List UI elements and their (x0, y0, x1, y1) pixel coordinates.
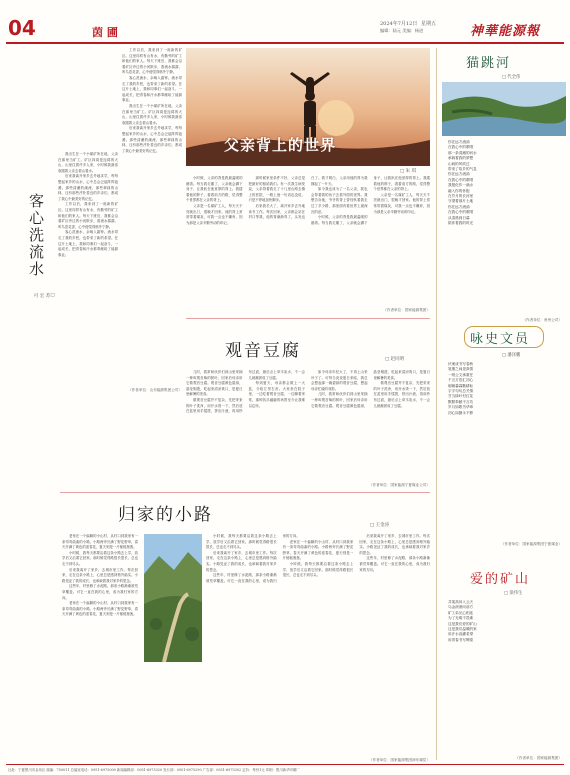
story-4-title: 归家的小路 (118, 505, 213, 525)
poem-line: 用汗水浇灌希望 (448, 632, 474, 637)
poem-line: 融入你的怀抱 (448, 188, 470, 193)
poem-line: 你在远方流淌 (448, 172, 470, 177)
story-3-body (186, 370, 430, 480)
story-4-para: 老家在一个偏僻的小山村，从村口到我家有一条弯弯曲曲的小路。小路两旁长满了野花野草，春天开满了黄色的迎春花，夏天则是一片郁郁葱葱。 (282, 539, 354, 561)
story-2-para: 后来我长大了，离开家乡去外地读书工作。每次回家，父亲都会站在村口等我，他的背渐渐弯了，头发也白了。我才明白，父亲用他的背为我撑起了一片天。 (248, 176, 368, 220)
poem-3-title: 爱的矿山 (470, 572, 531, 587)
poem-line: 带来了故乡的气息 (448, 167, 477, 172)
story-3-para: 儿时，我常和伙伴们到山里采摘一种叫观音柴的树叶，回家后母亲用它做观音豆腐。观音豆腐颜色碧绿，晶莹剔透，吃起来清凉爽口，是夏日里解暑的美食。 (186, 370, 243, 397)
poem-line: 井架高耸入云天 (448, 600, 474, 604)
story-4-para: 老家在一个偏僻的小山村，从村口到我家有一条弯弯曲曲的小路。小路两旁长满了野花野草，春天开满了黄色的迎春花，夏天则是一片郁郁葱葱。 (62, 601, 138, 617)
story-4-body-right (206, 534, 430, 754)
poem-2-title: 咏史文员 (470, 332, 531, 347)
sidebar-poem-2 (442, 326, 566, 576)
story-3-para: 儿时，我常和伙伴们到山里采摘一种叫观音柴的树叶，回家后母亲用它做观音豆腐。观音豆腐颜色碧绿，晶莹剔透，吃起来清凉爽口，是夏日里解暑的美食。 (311, 370, 430, 408)
story-4-para: 这些年，村里修了水泥路，那条小路渐渐被荒草覆盖。可它一直在我的心里，成为我归家的方向。 (359, 556, 430, 572)
poem-line: 陪伴着我的时光 (448, 221, 474, 226)
story-2-author: □ 朱 琪 (400, 169, 417, 174)
story-2-para: 如今我也成为了一名父亲，我也会背着我的孩子去看外面的世界。我想告诉他，爷爷的背上曾经驮着我走过了多少路，那里面有着世界上最深沉的爱。 (311, 187, 368, 214)
poem-3-lines (448, 600, 562, 643)
poem-line: 承载着我的梦想 (448, 156, 474, 161)
sidebar-poem-3 (442, 566, 566, 766)
poem-line: 从清晨到日暮 (448, 215, 470, 220)
story-3-author: □ 赵同明 (385, 357, 405, 362)
story-1-para: 后来我离开家乡去外地求学，每每想起家乡的山水，心中总会泛起阵阵涟漪。那些清澈的溪流，那些翠绿的山林，还有那些淳朴善良的乡亲们，都成了我心中最美好的记忆。 (58, 174, 118, 201)
issue-date: 2024年7月12日 (380, 21, 418, 27)
story-4-para: 后来我离开了家乡，去城市里工作。每次回家，走在这条小路上，心里总是感到格外踏实。小路见证了我的成长，也承载着我对家乡的思念。 (62, 567, 138, 583)
masthead-logo: 神華能源報 (470, 24, 541, 39)
river-landscape-image (442, 82, 566, 136)
poem-1-author: □ 代全伟 (502, 75, 521, 80)
divider-1 (186, 318, 430, 319)
footer-rule (6, 764, 564, 765)
poem-2-lines (448, 362, 562, 416)
poem-line: 千言万语汇初心 (448, 378, 474, 383)
poem-line: 守望着那片土地 (448, 199, 474, 204)
story-1-author: □ 苏宏可 (33, 293, 55, 300)
poem-line: 你在远方流淌 (448, 140, 470, 144)
story-1-source: （作者单位：山东能源集团公司） (128, 388, 182, 392)
poem-line: 在我心中的歌唱 (448, 177, 474, 182)
divider-2 (60, 492, 430, 493)
story-4-author: □ 王金涛 (370, 523, 390, 528)
story-1-para: 工作以后，我来到了一座新的矿区。这里同样有山有水，有勤劳的矿工和他们的家人。每天下班后，我都会沿着矿区旁边的小河散步，看流水潺潺，听鸟语花香，心中便觉得格外宁静。 (58, 202, 118, 229)
story-4-para: 小时候，我每天都要沿着这条小路去上学，放学后又沿着它回家。那时候觉得路很长很长，总也走不到尽头。 (62, 550, 138, 566)
story-2-para: 小时候，父亲的背是我最温暖的港湾。每当我走累了，父亲就会蹲下身子，让我趴在他宽厚的背上。我搂着他的脖子，看着前方的路，觉得整个世界都在父亲的背上。 (311, 176, 430, 225)
poem-3-author: □ 梁伟生 (504, 591, 523, 596)
story-2-source: （作者单位：国家能源集团） (383, 308, 430, 312)
poem-line: 我愿化作一滴水 (448, 183, 474, 188)
story-2-para: 小时候，父亲的背是我最温暖的港湾。每当我走累了，父亲就会蹲下身子，让我趴在他宽厚的背上。我搂着他的脖子，看着前方的路，觉得整个世界都在父亲的背上。 (186, 176, 243, 203)
story-4-photo (144, 534, 202, 662)
poem-line: 在我心中的歌唱 (448, 145, 474, 150)
story-1-para: 工作以后，我来到了一座新的矿区。这里同样有山有水，有勤劳的矿工和他们的家人。每天下班后，我都会沿着矿区旁边的小河散步，看流水潺潺，听鸟语花香，心中便觉得格外宁静。 (122, 48, 182, 75)
poem-line: 甘当绿叶衬红花 (448, 394, 474, 399)
story-4-body-left (62, 534, 138, 762)
poem-line: 伏案成书写春秋 (448, 362, 474, 366)
story-2-photo (186, 48, 430, 166)
poem-line: 矿工弟兄心相连 (448, 610, 474, 615)
story-3-para: 每到夏天，母亲都会做上一大盆，分给左邻右舍。大家坐在院子里，一边吃着观音豆腐，一边聊着家常，那种其乐融融的场景至今让我难以忘怀。 (248, 381, 305, 408)
poem-line: 在岁月的长河里 (448, 194, 474, 199)
poem-line: 这是我们爱的矿山 (448, 621, 477, 626)
story-3-para: 做观音豆腐并不复杂，先把采来的叶子洗净，用开水烫一下，然后放在盆里用手揉搓，挤出汁液，再用纱布过滤，最后点上草木灰水，不一会儿就凝固成了豆腐。 (373, 381, 430, 408)
page-header (0, 0, 570, 40)
poem-line: 笔墨之间见真情 (448, 367, 474, 372)
story-4-para: 这些年，村里修了水泥路，那条小路渐渐被荒草覆盖。可它一直在我的心里，成为我归家的方向。 (206, 534, 300, 583)
poem-line: 在我心中的歌唱 (448, 210, 474, 215)
story-2-para: 那时候家里条件不好，父亲总是把最好的留给我们。有一次我生病发烧，父亲背着我走了十几里山路去镇上的医院，一路上他一句话也没说，只是不停地加快脚步。 (248, 176, 305, 203)
editor-credit: 编辑：陆元 美编：杨进 (380, 28, 424, 33)
poem-line: 你在远方流淌 (448, 204, 470, 209)
poem-line: 为了光明不畏难 (448, 616, 474, 621)
poem-2-author: □ 潘泽鹏 (502, 353, 521, 358)
story-4-para: 老家在一个偏僻的小山村，从村口到我家有一条弯弯曲曲的小路。小路两旁长满了野花野草，春天开满了黄色的迎春花，夏天则是一片郁郁葱葱。 (62, 534, 138, 550)
story-1-para: 我出生在一个小煤矿所在地，父亲在那里当矿工。矿区四周是连绵的大山，山里住着许多人家，小时候我最喜欢跟着父亲去看山看水。 (58, 152, 118, 173)
section-label: 茵 圃 (92, 26, 118, 39)
story-4-para: 后来我离开了家乡，去城市里工作。每次回家，走在这条小路上，心里总是感到格外踏实。小路见证了我的成长，也承载着我对家乡的思念。 (206, 550, 277, 572)
story-1-para: 客心洗流水，余响入霜钟。流水带走了我的乡愁，也带来了新的希望。在这片土地上，我和同事们一起奋斗，一起成长，把青春和汗水都奉献给了能源事业。 (58, 230, 118, 257)
poem-line: 默默奉献不言功 (448, 399, 474, 404)
story-2-body (186, 176, 430, 306)
poem-line: 山间的风吹过 (448, 161, 470, 166)
story-1-para: 后来我离开家乡去外地求学，每每想起家乡的山水，心中总会泛起阵阵涟漪。那些清澈的溪流，那些翠绿的山林，还有那些淳朴善良的乡亲们，都成了我心中最美好的记忆。 (122, 126, 182, 153)
poem-1-photo (442, 82, 566, 136)
footer-text: 社址：宁夏银川市金凤区 邮编：750011 总编室电话：0951-6975000 新闻编辑部：0951-6975320 发行部：0951-6975290 广告部：0951-6975302 定价：每份1元 印刷：银川新华印刷厂 (8, 768, 300, 772)
poem-3-source: （作者单位：国家能源集团） (515, 756, 562, 760)
poem-line: 朝朝暮暮勤耕耘 (448, 383, 474, 388)
poem-line: 用青春书写辉煌 (448, 637, 474, 642)
story-2-para: 父亲是一名煤矿工人，每天天不亮就出门，很晚才回家。他的背上常常带着煤灰，可我一点也不嫌弃，因为那是父亲辛勤劳动的印记。 (373, 192, 430, 214)
mountain-road-image (144, 534, 202, 662)
page-number: 04 (8, 16, 36, 40)
poem-1-title: 猫跳河 (466, 56, 512, 71)
story-3-para: 做观音豆腐并不复杂，先把采来的叶子洗净，用开水烫一下，然后放在盆里用手揉搓，挤出汁液，再用纱布过滤，最后点上草木灰水，不一会儿就凝固成了豆腐。 (186, 370, 305, 414)
sidebar-divider (436, 48, 437, 760)
story-4-para: 后来我离开了家乡，去城市里工作。每次回家，走在这条小路上，心里总是感到格外踏实。小路见证了我的成长，也承载着我对家乡的思念。 (359, 534, 430, 555)
story-1-para: 客心洗流水，余响入霜钟。流水带走了我的乡愁，也带来了新的希望。在这片土地上，我和同事们一起奋斗，一起成长，把青春和汗水都奉献给了能源事业。 (122, 75, 182, 103)
story-2-title: 父亲背上的世界 (224, 136, 337, 154)
story-3-source: （作者单位：国家能源宁夏煤业公司） (368, 483, 430, 487)
poem-1-source: （作者单位：贵州公司） (522, 318, 562, 322)
story-4-para: 这些年，村里修了水泥路，那条小路渐渐被荒草覆盖。可它一直在我的心里，成为我归家的方向。 (62, 584, 138, 600)
story-1-body (58, 152, 118, 390)
poem-line: 一纸公文承重任 (448, 372, 474, 377)
poem-1-lines (448, 140, 562, 227)
story-4-source: （作者单位：国家能源集团神东煤炭） (368, 758, 430, 762)
sidebar-poem-1 (442, 50, 566, 322)
story-3-title: 观音豆腐 (225, 341, 301, 361)
story-3-para: 如今母亲年纪大了，不再上山采叶子了。可每当炎炎夏日来临，我总会想起那一碗碧绿的观音豆腐，想起母亲忙碌的身影。 (311, 370, 368, 391)
poem-line: 这是我们温暖的家 (448, 627, 477, 632)
header-rule (6, 42, 564, 44)
story-4-para: 小时候，我每天都要沿着这条小路去上学，放学后又沿着它回家。那时候觉得路很长很长，总也走不到尽头。 (282, 561, 354, 578)
poem-line: 乌金滚滚向前方 (448, 605, 474, 610)
poem-line: 初心如磐永不移 (448, 410, 474, 415)
issue-weekday: 星期五 (421, 21, 437, 27)
story-1-body-2 (122, 48, 182, 383)
poem-line: 那一条清澈的河水 (448, 150, 477, 155)
story-2-para: 父亲是一名煤矿工人，每天天不亮就出门，很晚才回家。他的背上常常带着煤灰，可我一点也不嫌弃，因为那是父亲辛勤劳动的印记。 (186, 203, 243, 225)
poem-line: 岁月如歌书华章 (448, 405, 474, 410)
poem-2-source: （作者单位：国家能源集团宁夏煤业） (500, 542, 562, 546)
story-4-para: 小时候，我每天都要沿着这条小路去上学，放学后又沿着它回家。那时候觉得路很长很长，总也走不到尽头。 (206, 534, 277, 550)
story-1-para: 我出生在一个小煤矿所在地，父亲在那里当矿工。矿区四周是连绵的大山，山里住着许多人家，小时候我最喜欢跟着父亲去看山看水。 (122, 103, 182, 125)
poem-line: 字字句句总关情 (448, 389, 474, 394)
story-1-title: 客心洗流水 (27, 193, 45, 278)
